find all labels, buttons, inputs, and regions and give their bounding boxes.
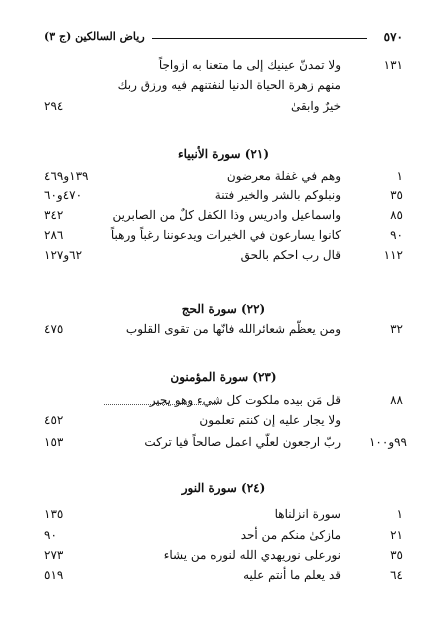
verse-text: مازكىٰ منكم من أحد [240,528,341,542]
index-entry [44,246,403,266]
verse-text: نورعلى نوريهدي الله لنوره من يشاء [163,548,341,562]
page-number: ٥٧٠ [383,30,403,44]
verse-text: سورة انزلناها [274,507,341,521]
verse-number: ٣٢ [390,322,403,336]
index-entry [44,566,403,586]
verse-text: خيرٌ وابقىٰ [290,99,341,113]
verse-text: وهم في غفلة معرضون [226,169,341,183]
verse-text: ولا تمدنّ عينيك إلى ما متعنا به ازواجاً [158,58,341,72]
surah-heading: (٢٤) سورة النور [181,481,266,495]
index-entry [44,226,403,246]
index-entry-continuation [44,76,403,96]
index-entry [44,505,403,525]
page-reference: ٤٥٢ [44,413,64,427]
index-entry [44,320,403,340]
page-reference: ٦٢و١٢٧ [44,248,83,262]
index-entry [44,526,403,546]
page-reference: ١٥٣ [44,435,64,449]
verse-text: قد يعلم ما أنتم عليه [243,568,341,582]
verse-number: ٩٩و١٠٠ [368,435,407,449]
page-reference: ٢٧٣ [44,548,64,562]
verse-text: منهم زهرة الحياة الدنيا لنفتنهم فيه ورزق ربك [117,78,341,92]
running-title: رياض السالكين (ج ٣) [44,30,145,43]
index-entry [44,391,403,411]
index-entry-continuation [44,97,403,117]
page-reference: ١٣٩و٤٦٩ [44,169,89,183]
verse-number: ١ [396,169,403,183]
index-entry [44,206,403,226]
index-entry [44,546,403,566]
verse-text: ونبلوكم بالشر والخير فتنة [214,188,341,202]
surah-heading: (٢٣) سورة المؤمنون [170,370,277,384]
index-entry [44,186,403,206]
page-reference: ١٣٥ [44,507,64,521]
verse-text: واسماعيل وادريس وذا الكفل كلٌ من الصابرين [112,208,341,222]
index-entry [44,167,403,187]
index-entry-continuation [44,411,403,431]
header-rule [152,38,367,39]
verse-number: ٦٤ [390,568,403,582]
page-reference: ٣٤٢ [44,208,64,222]
surah-heading: (٢١) سورة الأنبياء [177,147,269,161]
verse-text: ومن يعظّم شعائرالله فانّها من تقوى القلوب [125,322,341,336]
verse-number: ٣٥ [390,548,403,562]
verse-number: ١١٢ [383,248,403,262]
verse-text: قل مَن بيده ملكوت كل شيء وهو يجير [149,393,341,407]
verse-number: ٨٥ [390,208,403,222]
verse-number: ٢١ [390,528,403,542]
verse-number: ٣٥ [390,188,403,202]
verse-number: ١ [396,507,403,521]
verse-number: ١٣١ [383,58,403,72]
page-reference: ٥١٩ [44,568,64,582]
index-entry [44,56,403,76]
index-entry [44,433,407,453]
verse-number: ٨٨ [390,393,403,407]
verse-text: قال رب احكم بالحق [240,248,341,262]
verse-number: ٩٠ [390,228,403,242]
verse-text: ولا يجار عليه إن كنتم تعلمون [199,413,341,427]
verse-text: ربّ ارجعون لعلّي اعمل صالحاً فيا تركت [144,435,341,449]
page-reference: ٢٩٤ [44,99,64,113]
verse-text: كانوا يسارعون في الخيرات ويدعوننا رغباً ورهباً [110,228,341,242]
page-reference: ٤٧٠و٦٠ [44,188,83,202]
page-reference: ٤٧٥ [44,322,64,336]
page-reference: ٢٨٦ [44,228,64,242]
page-reference: ٩٠ [44,528,57,542]
running-header [44,30,403,48]
surah-heading: (٢٢) سورة الحج [181,302,266,316]
dotted-leader [104,404,217,405]
